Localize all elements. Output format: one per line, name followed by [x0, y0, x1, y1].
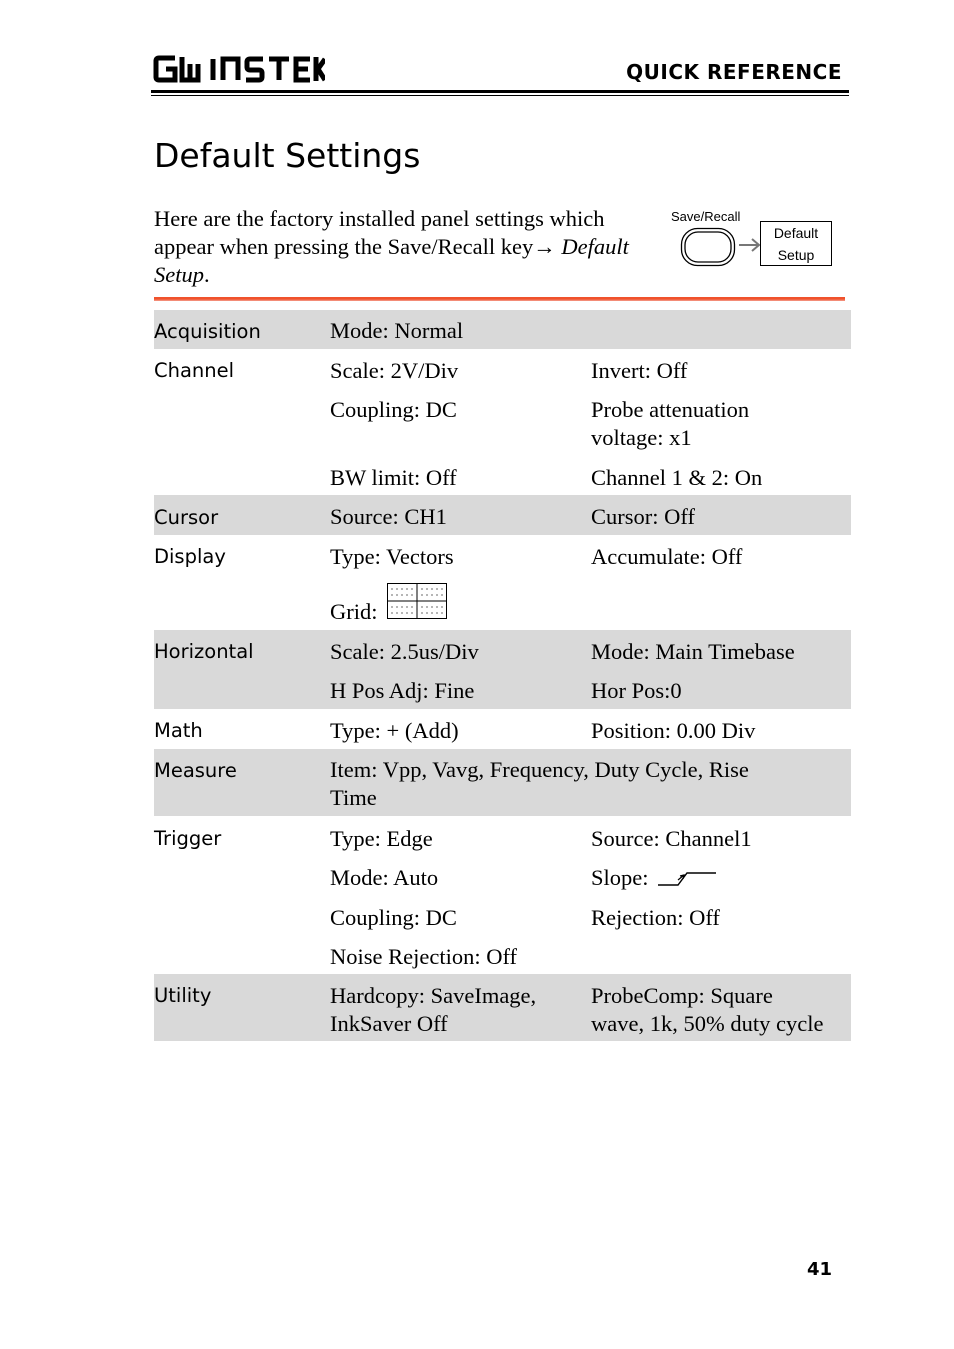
- category-label: Channel: [154, 359, 235, 382]
- setting-value: Type: Vectors: [330, 544, 454, 569]
- table-row-display: [154, 535, 851, 630]
- setting-value: Scale: 2V/Div: [330, 358, 459, 383]
- section-header: QUICK REFERENCE: [626, 60, 842, 84]
- setting-value: Source: CH1: [330, 504, 447, 529]
- setting-value: Scale: 2.5us/Div: [330, 639, 479, 664]
- setting-value: Type: Edge: [330, 826, 433, 851]
- category-label: Cursor: [154, 506, 219, 529]
- setting-value: Mode: Auto: [330, 865, 439, 890]
- full-grid-icon: [387, 583, 447, 619]
- intro-paragraph: [154, 205, 664, 289]
- table-row-acquisition: [154, 310, 851, 349]
- setting-value: Noise Rejection: Off: [330, 944, 518, 969]
- arrow-right-icon: [738, 237, 762, 253]
- header-rule-thin: [151, 95, 849, 96]
- setting-value: Cursor: Off: [591, 504, 695, 529]
- setting-value: Grid:: [330, 599, 378, 624]
- table-row-channel: [154, 349, 851, 495]
- rising-edge-icon: [656, 868, 718, 888]
- category-label: Horizontal: [154, 640, 254, 663]
- table-row-trigger: [154, 816, 851, 974]
- setting-value: Hor Pos:0: [591, 678, 682, 703]
- softkey-label-line2: Setup: [777, 247, 815, 263]
- setting-value: H Pos Adj: Fine: [330, 678, 475, 703]
- setting-value: ProbeComp: Square: [591, 983, 773, 1008]
- category-label: Acquisition: [154, 320, 261, 343]
- page-number: 41: [806, 1259, 832, 1280]
- page-title: Default Settings: [154, 136, 421, 175]
- category-label: Trigger: [154, 827, 222, 850]
- setting-value: Item: Vpp, Vavg, Frequency, Duty Cycle, Rise: [330, 757, 749, 782]
- setting-value: Probe attenuation: [591, 397, 750, 422]
- table-row-measure: [154, 749, 851, 816]
- setting-value: Source: Channel1: [591, 826, 752, 851]
- svg-text:GW INSTEK: GW INSTEK: [153, 54, 159, 55]
- accent-rule: [154, 297, 845, 301]
- setting-value: Type: + (Add): [330, 718, 459, 743]
- header-rule: [151, 90, 849, 93]
- setting-value: wave, 1k, 50% duty cycle: [591, 1011, 824, 1036]
- setting-value: Hardcopy: SaveImage,: [330, 983, 537, 1008]
- softkey-label-line1: Default: [773, 225, 819, 241]
- category-label: Utility: [154, 984, 212, 1007]
- table-row-cursor: [154, 495, 851, 535]
- save-recall-key-icon: [680, 227, 736, 267]
- setting-value: Slope:: [591, 865, 649, 890]
- setting-value: Mode: Main Timebase: [591, 639, 795, 664]
- setting-value: Mode: Normal: [330, 318, 464, 343]
- setting-value: Position: 0.00 Div: [591, 718, 756, 743]
- category-label: Math: [154, 719, 203, 742]
- intro-emphasis: Default Setup: [154, 234, 629, 287]
- setting-value: Coupling: DC: [330, 905, 457, 930]
- category-label: Measure: [154, 759, 237, 782]
- table-row-utility: [154, 974, 851, 1041]
- setting-value: voltage: x1: [591, 425, 692, 450]
- save-recall-label: Save/Recall: [671, 209, 741, 224]
- setting-value: Channel 1 & 2: On: [591, 465, 763, 490]
- setting-value: Rejection: Off: [591, 905, 720, 930]
- category-label: Display: [154, 545, 226, 568]
- setting-value: Invert: Off: [591, 358, 688, 383]
- default-setup-softkey: [760, 221, 832, 266]
- setting-value: InkSaver Off: [330, 1011, 448, 1036]
- setting-value: BW limit: Off: [330, 465, 457, 490]
- gw-instek-logo: [153, 54, 325, 84]
- setting-value: Accumulate: Off: [591, 544, 743, 569]
- intro-text: Here are the factory installed panel settings which appear when pressing the Save/Recall key→: [154, 206, 605, 259]
- table-row-math: [154, 709, 851, 749]
- setting-value: Time: [330, 785, 377, 810]
- setting-value: Coupling: DC: [330, 397, 457, 422]
- table-row-horizontal: [154, 630, 851, 709]
- intro-text-end: .: [204, 262, 210, 287]
